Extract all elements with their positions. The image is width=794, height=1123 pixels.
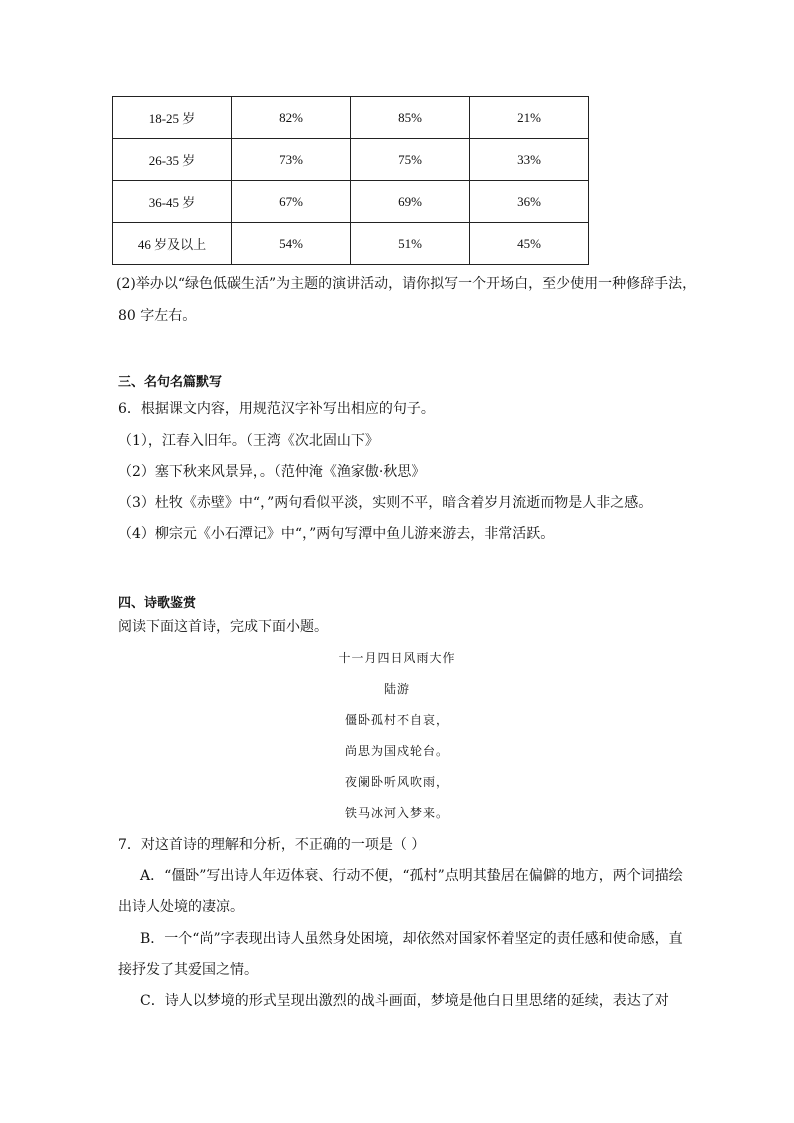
- option-a-line-2: 出诗人处境的凄凉。: [118, 899, 244, 915]
- table-cell: 26-35 岁: [113, 139, 232, 181]
- option-b-line-1: B．一个“尚”字表现出诗人虽然身处困境，却依然对国家怀着坚定的责任感和使命感，直: [140, 931, 683, 947]
- question-7-stem: 7．对这首诗的理解和分析，不正确的一项是（ ）: [118, 837, 426, 853]
- table-cell: 36-45 岁: [113, 181, 232, 223]
- table-row: [113, 181, 589, 223]
- fill-item-4: （4）柳宗元《小石潭记》中“，”两句写潭中鱼儿游来游去，非常活跃。: [118, 526, 555, 542]
- option-c-line-1: C．诗人以梦境的形式呈现出激烈的战斗画面，梦境是他白日里思绪的延续，表达了对: [140, 993, 669, 1009]
- table-cell: 51%: [351, 223, 470, 265]
- table-cell: 82%: [232, 97, 351, 139]
- table-cell: 85%: [351, 97, 470, 139]
- table-row: [113, 97, 589, 139]
- table-cell: 75%: [351, 139, 470, 181]
- survey-table: [112, 96, 589, 265]
- section-4-heading: 四、诗歌鉴赏: [118, 596, 197, 611]
- poem-line-3: 夜阑卧听风吹雨，: [344, 775, 449, 789]
- table-row: [113, 223, 589, 265]
- poem-title: 十一月四日风雨大作: [338, 651, 456, 665]
- poem-author: 陆游: [383, 682, 410, 696]
- fill-item-2: （2）塞下秋来风景异，。（范仲淹《渔家傲·秋思》: [118, 464, 426, 480]
- fill-item-1: （1），江春入旧年。（王湾《次北固山下》: [118, 433, 379, 449]
- table-cell: 69%: [351, 181, 470, 223]
- table-cell: 67%: [232, 181, 351, 223]
- poem-line-1: 僵卧孤村不自哀，: [344, 713, 449, 727]
- table-cell: 21%: [470, 97, 589, 139]
- table-cell: 33%: [470, 139, 589, 181]
- table-cell: 18-25 岁: [113, 97, 232, 139]
- poem-line-2: 尚思为国戍轮台。: [344, 744, 449, 758]
- option-a-line-1: A．“僵卧”写出诗人年迈体衰、行动不便，“孤村”点明其蛰居在偏僻的地方，两个词描绘: [140, 868, 683, 884]
- poem-line-4: 铁马冰河入梦来。: [344, 806, 449, 820]
- section-3-heading: 三、名句名篇默写: [118, 375, 223, 390]
- table-cell: 36%: [470, 181, 589, 223]
- table-cell: 46 岁及以上: [113, 223, 232, 265]
- table-row: [113, 139, 589, 181]
- table-cell: 54%: [232, 223, 351, 265]
- option-b-line-2: 接抒发了其爱国之情。: [118, 962, 258, 978]
- fill-item-3: （3）杜牧《赤壁》中“，”两句看似平淡，实则不平，暗含着岁月流逝而物是人非之感。: [118, 495, 653, 511]
- poem-intro: 阅读下面这首诗，完成下面小题。: [118, 619, 328, 635]
- table-cell: 73%: [232, 139, 351, 181]
- question-2-line-1: (2)举办以“绿色低碳生活”为主题的演讲活动，请你拟写一个开场白，至少使用一种修辞手法，: [116, 276, 697, 292]
- question-6-stem: 6．根据课文内容，用规范汉字补写出相应的句子。: [118, 401, 435, 417]
- table-cell: 45%: [470, 223, 589, 265]
- question-2-line-2: 80 字左右。: [118, 308, 197, 324]
